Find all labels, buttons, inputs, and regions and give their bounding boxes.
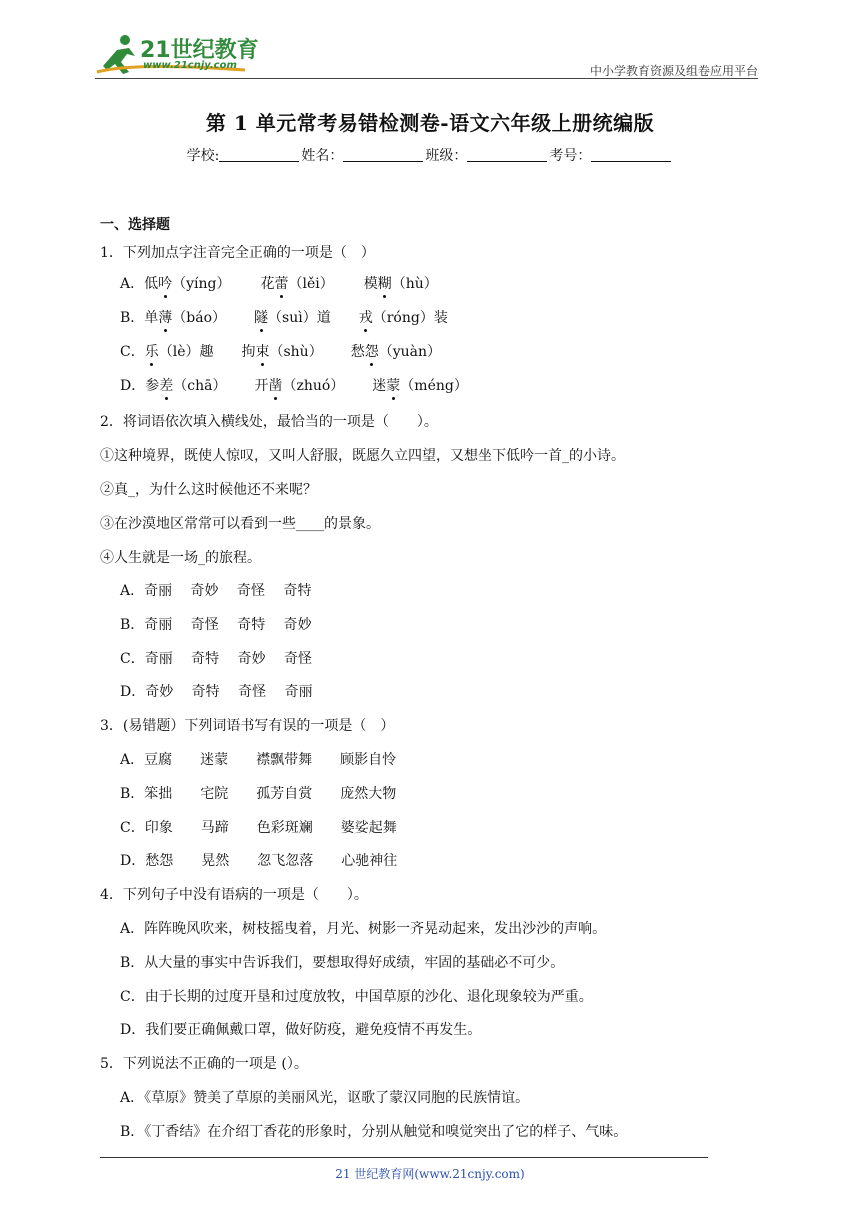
q5-stem: 5．下列说法不正确的一项是 (）。 <box>100 1056 308 1072</box>
q4-option-a: A．阵阵晚风吹来，树枝摇曳着，月光、树影一齐晃动起来，发出沙沙的声响。 <box>120 921 607 937</box>
school-blank[interactable] <box>219 147 299 162</box>
header-divider <box>95 78 758 79</box>
q2-option-a: A．奇丽 奇妙 奇怪 奇特 <box>120 583 312 599</box>
q2-sentence-2: ②真_，为什么这时候他还不来呢？ <box>100 482 317 498</box>
q2-stem: 2．将词语依次填入横线处，最恰当的一项是（ ）。 <box>100 414 438 430</box>
q1-option-c: C．乐（lè）趣 拘束（shù） 愁怨（yuàn） <box>120 341 441 361</box>
q2-option-d: D．奇妙 奇特 奇怪 奇丽 <box>120 684 313 700</box>
q1-option-d: D．参差（chā） 开凿（zhuó） 迷蒙（méng） <box>120 375 468 395</box>
q3-stem: 3．(易错题）下列词语书写有误的一项是（ ） <box>100 718 395 734</box>
q1-option-b: B．单薄（báo） 隧（suì）道 戎（róng）装 <box>120 307 448 327</box>
q3-option-d: D．愁怨 晃然 忽飞忽落 心驰神往 <box>120 853 398 869</box>
platform-label: 中小学教育资源及组卷应用平台 <box>589 64 758 78</box>
footer-link[interactable]: 21 世纪教育网(www.21cnjy.com) <box>335 1167 525 1181</box>
q4-option-c: C．由于长期的过度开垦和过度放牧，中国草原的沙化、退化现象较为严重。 <box>120 989 593 1005</box>
school-label: 学校: <box>186 148 220 164</box>
name-blank[interactable] <box>343 147 423 162</box>
class-label: 班级： <box>425 148 468 164</box>
q2-sentence-3: ③在沙漠地区常常可以看到一些____的景象。 <box>100 516 380 532</box>
q5-option-a: A．《草原》赞美了草原的美丽风光，讴歌了蒙汉同胞的民族情谊。 <box>120 1090 530 1106</box>
logo-text: 21世纪教育 <box>140 38 259 63</box>
q2-sentence-4: ④人生就是一场_的旅程。 <box>100 550 261 566</box>
q4-option-d: D．我们要正确佩戴口罩，做好防疫，避免疫情不再发生。 <box>120 1022 482 1038</box>
q2-option-c: C．奇丽 奇特 奇妙 奇怪 <box>120 651 313 667</box>
name-label: 姓名： <box>301 148 344 164</box>
logo-url: www.21cnjy.com <box>143 60 237 71</box>
q2-option-b: B．奇丽 奇怪 奇特 奇妙 <box>120 617 312 633</box>
q1-stem: 1．下列加点字注音完全正确的一项是（ ） <box>100 245 375 261</box>
q2-sentence-1: ①这种境界，既使人惊叹，又叫人舒服，既愿久立四望，又想坐下低吟一首_的小诗。 <box>100 448 625 464</box>
page-title: 第 1 单元常考易错检测卷-语文六年级上册统编版 <box>205 111 655 135</box>
footer-divider <box>100 1157 708 1158</box>
section-heading: 一、选择题 <box>100 217 170 233</box>
exam-no-label: 考号： <box>549 148 592 164</box>
q3-option-b: B．笨拙 宅院 孤芳自赏 庞然大物 <box>120 786 397 802</box>
q4-stem: 4．下列句子中没有语病的一项是（ ）。 <box>100 887 368 903</box>
class-blank[interactable] <box>467 147 547 162</box>
q1-option-a: A．低吟（yíng） 花蕾（lěi） 模糊（hù） <box>120 273 438 293</box>
q3-option-a: A．豆腐 迷蒙 襟飘带舞 顾影自怜 <box>120 752 397 768</box>
q5-option-b: B．《丁香结》在介绍丁香花的形象时，分别从触觉和嗅觉突出了它的样子、气味。 <box>120 1124 628 1140</box>
exam-no-blank[interactable] <box>591 147 671 162</box>
q3-option-c: C．印象 马蹄 色彩斑斓 婆娑起舞 <box>120 820 397 836</box>
student-info-line <box>0 145 860 165</box>
q4-option-b: B．从大量的事实中告诉我们，要想取得好成绩，牢固的基础必不可少。 <box>120 955 565 971</box>
page-header <box>95 30 758 80</box>
